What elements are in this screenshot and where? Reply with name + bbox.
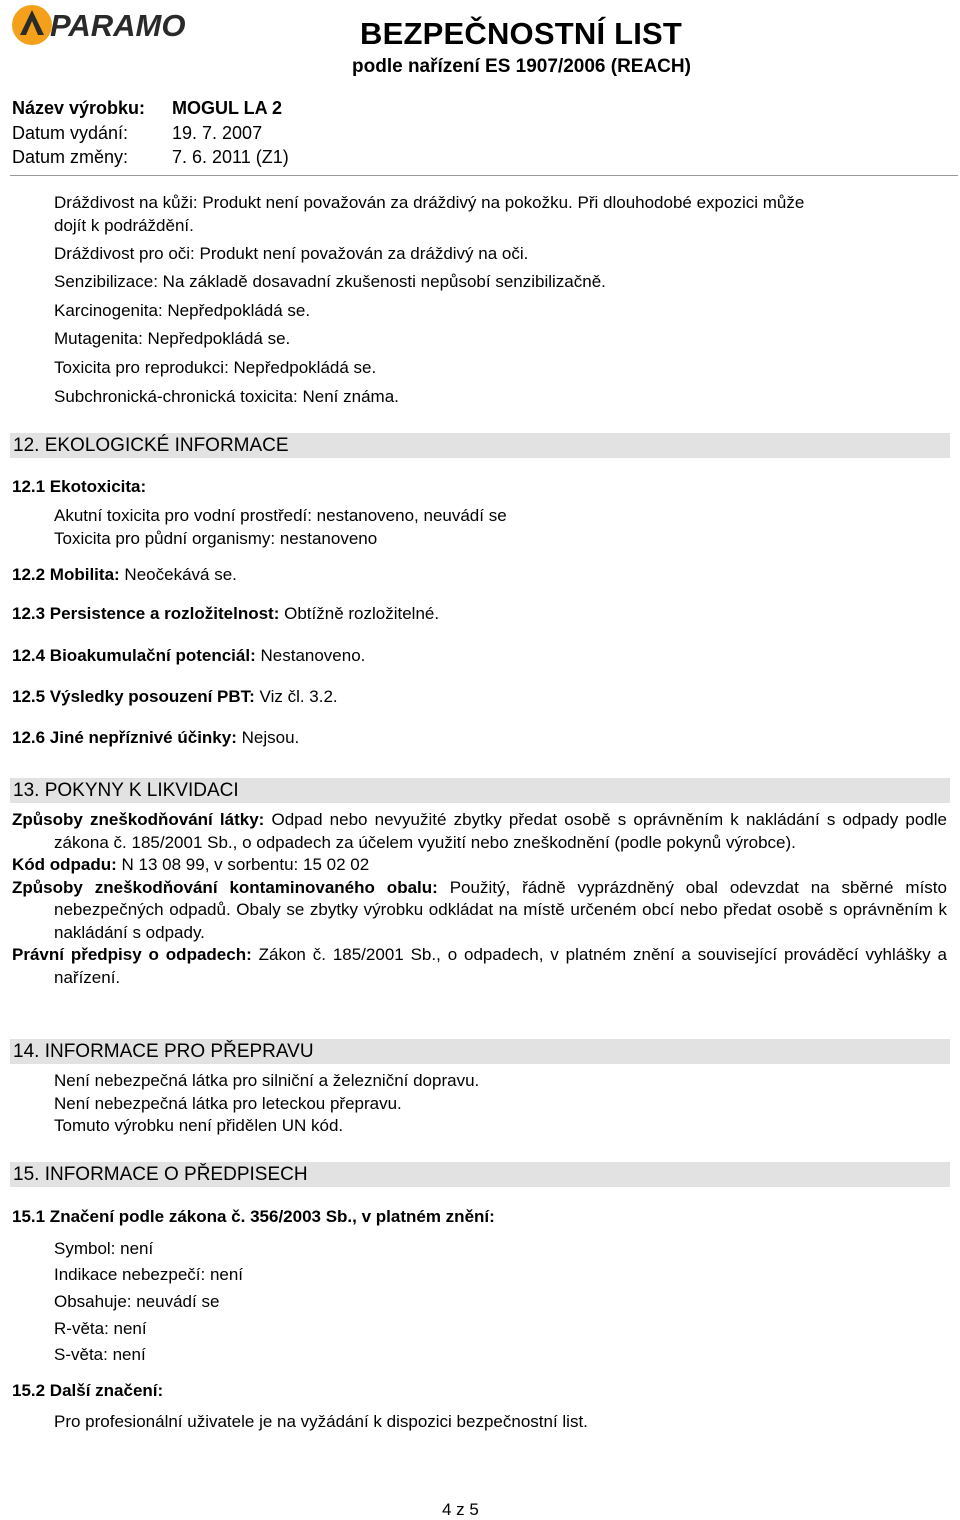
- section-12-heading: [10, 433, 950, 458]
- section-15-heading: [10, 1162, 950, 1187]
- other-effects-value: Nejsou.: [241, 728, 300, 747]
- section-13-title: 13. POKYNY K LIKVIDACI: [13, 780, 239, 801]
- aquatic-toxicity: Akutní toxicita pro vodní prostředí: nestanoveno, neuvádí se: [54, 506, 507, 525]
- chronic-toxicity: Subchronická-chronická toxicita: Není známa.: [54, 387, 399, 406]
- page-number: 4 z 5: [442, 1500, 479, 1519]
- other-effects-row: [12, 728, 299, 748]
- pbt-label: 12.5 Výsledky posouzení PBT:: [12, 687, 255, 706]
- disposal-packaging-label: Způsoby zneškodňování kontaminovaného obalu:: [12, 877, 438, 897]
- mobility-label: 12.2 Mobilita:: [12, 565, 120, 584]
- disposal-substance: [12, 809, 947, 854]
- issue-date-label: Datum vydání:: [12, 123, 129, 143]
- section-14-title: 14. INFORMACE PRO PŘEPRAVU: [13, 1041, 314, 1062]
- other-labelling-label: 15.2 Další značení:: [12, 1381, 164, 1400]
- symbol-value: Symbol: není: [54, 1239, 154, 1258]
- persistence-label: 12.3 Persistence a rozložitelnost:: [12, 604, 280, 623]
- section-14-heading: [10, 1039, 950, 1064]
- waste-regulations-label: Právní předpisy o odpadech:: [12, 945, 252, 964]
- other-labelling-text: Pro profesionální uživatele je na vyžádání k dispozici bezpečnostní list.: [54, 1412, 588, 1431]
- persistence-row: [12, 604, 439, 624]
- mobility-row: [12, 565, 237, 585]
- disposal-substance-label: Způsoby zneškodňování látky:: [12, 810, 265, 829]
- disposal-packaging-text: Použitý, řádně vyprázdněný obal odevzdat na sběrné místo nebezpečných odpadů. Obaly se zbytky výrobku odkládat na místě určeném obcí nebo předat osobě s oprávněním k nakládání s odpady.: [54, 877, 947, 942]
- labelling-label: 15.1 Značení podle zákona č. 356/2003 Sb., v platném znění:: [12, 1207, 495, 1226]
- other-effects-label: 12.6 Jiné nepříznivé účinky:: [12, 728, 237, 747]
- document-title: BEZPEČNOSTNÍ LIST: [360, 16, 683, 51]
- disposal-block: [12, 809, 947, 989]
- section-12-title: 12. EKOLOGICKÉ INFORMACE: [13, 435, 289, 456]
- contains-value: Obsahuje: neuvádí se: [54, 1292, 220, 1311]
- mobility-value: Neočekává se.: [124, 565, 237, 584]
- change-date-value: 7. 6. 2011 (Z1): [172, 147, 289, 167]
- persistence-value: Obtížně rozložitelné.: [284, 604, 440, 623]
- ecotoxicity-label: 12.1 Ekotoxicita:: [12, 477, 147, 496]
- un-code: Tomuto výrobku není přidělen UN kód.: [54, 1116, 344, 1135]
- disposal-packaging: [12, 877, 947, 945]
- waste-regulations-text: Zákon č. 185/2001 Sb., o odpadech, v platném znění a související prováděcí vyhlášky a nařízení.: [54, 945, 948, 987]
- eye-irritation: Dráždivost pro oči: Produkt není považován za dráždivý na oči.: [54, 244, 529, 263]
- waste-code-label: Kód odpadu:: [12, 855, 117, 874]
- bioaccumulation-value: Nestanoveno.: [260, 646, 366, 665]
- waste-regulations: [12, 944, 947, 989]
- section-15-title: 15. INFORMACE O PŘEDPISECH: [13, 1164, 308, 1185]
- s-phrase: S-věta: není: [54, 1345, 146, 1364]
- pbt-value: Viz čl. 3.2.: [259, 687, 338, 706]
- waste-code: [12, 854, 947, 877]
- reproductive-toxicity: Toxicita pro reprodukci: Nepředpokládá se.: [54, 358, 377, 377]
- change-date-row: [12, 147, 289, 168]
- document-subtitle: podle nařízení ES 1907/2006 (REACH): [352, 56, 691, 77]
- soil-toxicity: Toxicita pro půdní organismy: nestanoveno: [54, 529, 378, 548]
- road-rail-transport: Není nebezpečná látka pro silniční a železniční dopravu.: [54, 1071, 480, 1090]
- air-transport: Není nebezpečná látka pro leteckou přepravu.: [54, 1094, 402, 1113]
- issue-date-row: [12, 123, 262, 144]
- mutagenicity: Mutagenita: Nepředpokládá se.: [54, 329, 291, 348]
- product-name-label: Název výrobku:: [12, 98, 146, 118]
- product-name-row: [12, 98, 282, 119]
- hazard-indication: Indikace nebezpečí: není: [54, 1265, 244, 1284]
- bioaccumulation-label: 12.4 Bioakumulační potenciál:: [12, 646, 256, 665]
- change-date-label: Datum změny:: [12, 147, 129, 167]
- section-13-heading: [10, 778, 950, 803]
- svg-text:PARAMO: PARAMO: [50, 8, 186, 43]
- skin-irritation-line-2: dojít k podráždění.: [54, 216, 194, 235]
- waste-code-text: N 13 08 99, v sorbentu: 15 02 02: [121, 855, 370, 874]
- pbt-row: [12, 687, 338, 707]
- bioaccumulation-row: [12, 646, 365, 666]
- r-phrase: R-věta: není: [54, 1319, 147, 1338]
- paramo-logo: [10, 2, 205, 48]
- sensitization: Senzibilizace: Na základě dosavadní zkušenosti nepůsobí senzibilizačně.: [54, 272, 606, 291]
- product-name-value: MOGUL LA 2: [172, 98, 283, 118]
- header-divider: [10, 175, 958, 176]
- issue-date-value: 19. 7. 2007: [172, 123, 263, 143]
- disposal-substance-text: Odpad nebo nevyužité zbytky předat osobě s oprávněním k nakládání s odpady podle zákona č. 185/2001 Sb., o odpadech za účelem využití nebo zneškodnění (podle pokynů výrobce).: [54, 810, 947, 852]
- carcinogenicity: Karcinogenita: Nepředpokládá se.: [54, 301, 311, 320]
- skin-irritation-line-1: Dráždivost na kůži: Produkt není považován za dráždivý na pokožku. Při dlouhodobé expozici může: [54, 193, 805, 212]
